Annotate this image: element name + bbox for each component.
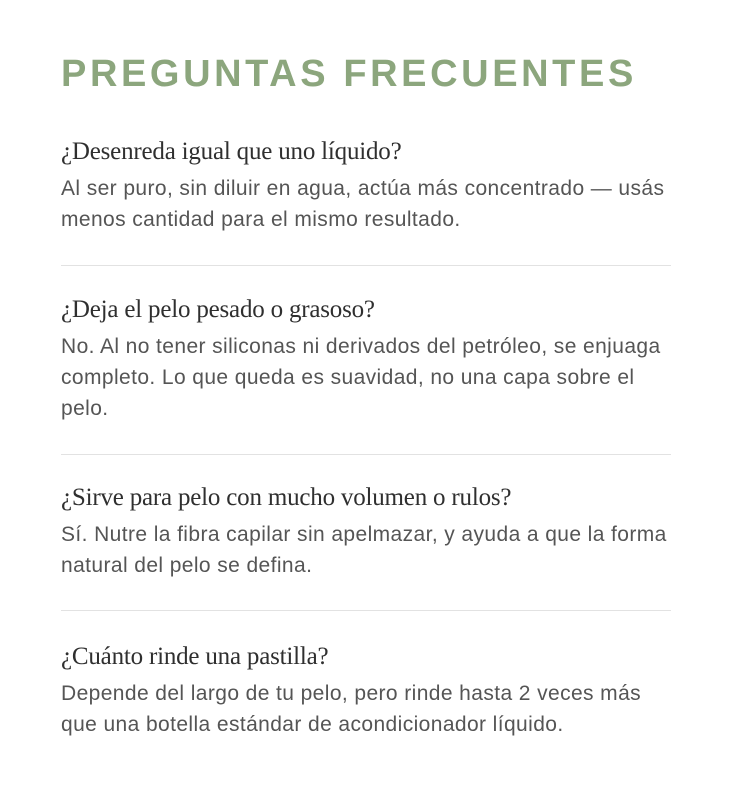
faq-divider	[61, 265, 671, 266]
faq-answer: Sí. Nutre la fibra capilar sin apelmazar, y ayuda a que la forma natural del pelo se defina.	[61, 523, 667, 577]
faq-question: ¿Sirve para pelo con mucho volumen o rulos?	[61, 484, 512, 511]
faq-item	[61, 294, 671, 424]
faq-item	[61, 641, 671, 740]
faq-item	[61, 482, 671, 581]
faq-question: ¿Deja el pelo pesado o grasoso?	[61, 296, 375, 323]
faq-question: ¿Desenreda igual que uno líquido?	[61, 138, 402, 165]
faq-divider	[61, 454, 671, 455]
faq-answer: Al ser puro, sin diluir en agua, actúa más concentrado — usás menos cantidad para el mismo resultado.	[61, 177, 665, 231]
faq-divider	[61, 610, 671, 611]
faq-answer: Depende del largo de tu pelo, pero rinde hasta 2 veces más que una botella estándar de acondicionador líquido.	[61, 682, 642, 736]
faq-item	[61, 136, 671, 235]
faq-answer: No. Al no tener siliconas ni derivados del petróleo, se enjuaga completo. Lo que queda es suavidad, no una capa sobre el pelo.	[61, 335, 661, 420]
faq-question: ¿Cuánto rinde una pastilla?	[61, 643, 329, 670]
faq-title: PREGUNTAS FRECUENTES	[61, 53, 637, 95]
